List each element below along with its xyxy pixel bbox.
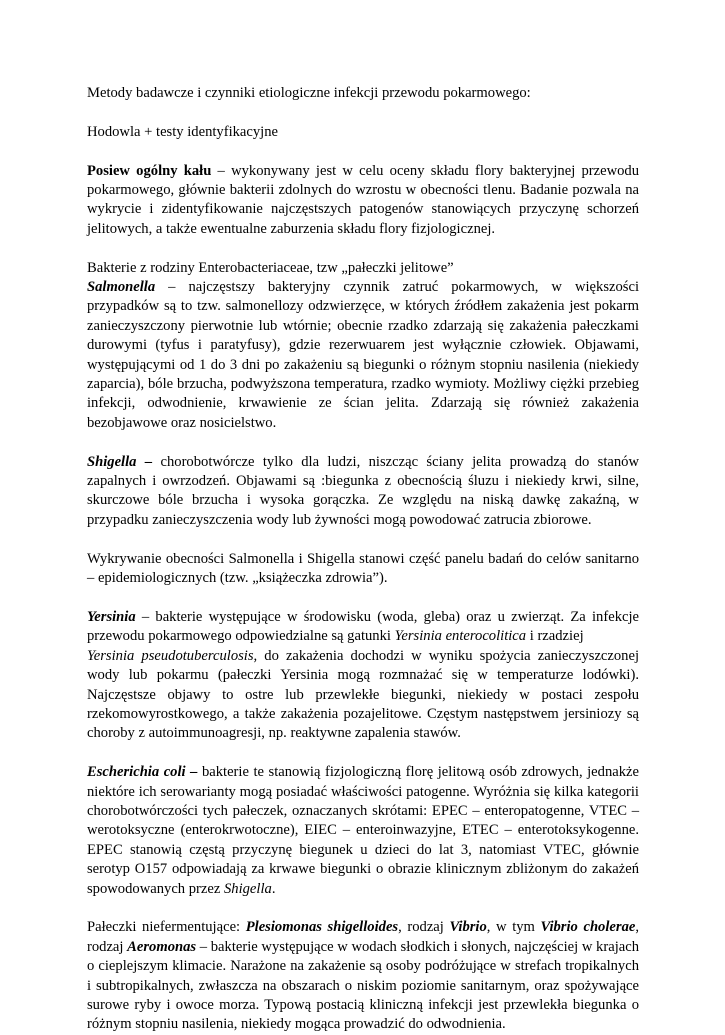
text-ecoli-2: . — [271, 880, 276, 897]
text-pal-2: , rodzaj — [398, 919, 450, 936]
paragraph-posiew — [87, 162, 639, 240]
text-pal-5: – bakterie występujące w wodach słodkich i słonych, najczęściej w krajach o cieplejszym klimacie. Narażone na zakażenie są osoby podróżujące w strefach tropikalnych i subtropikalnych, zwłaszcza na obszarach o niskim poziomie sanitarnym, oraz spożywające surowe ryby i owoce morza. Typową postacią kliniczną infekcji jest przewlekła biegunka o różnym stopniu nasilenia, niekiedy mogąca prowadzić do odwodnienia. — [87, 938, 639, 1033]
term-shigella: Shigella – — [87, 453, 153, 470]
paragraph-niefermentujace — [87, 918, 639, 1034]
text-pal-3: , w tym — [486, 919, 541, 936]
text-shigella: chorobotwórcze tylko dla ludzi, niszcząc ściany jelita prowadzą do stanów zapalnych i owrzodzeń. Objawami są :biegunka z obecnością śluzu i niekiedy krwi, silne, skurczowe bóle brzucha i wysoka gorączka. Ze względu na niską dawkę zakaźną, w przypadku zanieczyszczenia wody lub żywności mogą powodować zatrucia zbiorowe. — [87, 453, 639, 528]
entero-title: Bakterie z rodziny Enterobacteriaceae, tzw „pałeczki jelitowe” — [87, 259, 454, 276]
text-pal-4: , rodzaj — [87, 919, 639, 955]
text-posiew: – wykonywany jest w celu oceny składu flory bakteryjnej przewodu pokarmowego, głównie bakterii zdolnych do wzrostu w obecności tlenu. Badanie pozwala na wykrycie i zidentyfikowanie najczęstszych patogenów stanowiących przyczynę schorzeń jelitowych, a także ewentualne zaburzenia składu flory fizjologicznej. — [87, 162, 640, 237]
text-yersinia-2: i rzadziej — [526, 628, 584, 645]
text-yersinia-1: – bakterie występujące w środowisku (woda, gleba) oraz u zwierząt. Za infekcje przewodu pokarmowego odpowiedzialne są gatunki — [87, 608, 639, 645]
term-ecoli: Escherichia coli – — [87, 764, 198, 781]
paragraph-salmonella — [87, 278, 639, 433]
text-pal-1: Pałeczki niefermentujące: — [87, 919, 246, 936]
document-subheading: Hodowla + testy identyfikacyjne — [87, 123, 279, 140]
species-enterocolitica: Yersinia enterocolitica — [394, 628, 527, 645]
paragraph-ecoli — [87, 763, 639, 899]
term-vibrio-cholerae: Vibrio cholerae — [540, 919, 636, 936]
paragraph-shigella — [87, 453, 639, 531]
species-pseudotuberculosis: Yersinia pseudotuberculosis, — [87, 647, 258, 664]
paragraph-wykrywanie: Wykrywanie obecności Salmonella i Shigella stanowi część panelu badań do celów sanitarno – epidemiologicznych (tzw. „książeczka zdrowia”). — [87, 550, 639, 587]
text-salmonella: – najczęstszy bakteryjny czynnik zatruć pokarmowych, w większości przypadków są to tzw. salmonellozy odzwierzęce, w których źródłem zakażenia jest pokarm zanieczyszczony pierwotnie lub wtórnie; obecnie rzadko zdarzają się zakażenia pałeczkami durowymi (tyfus i paratyfusy), gdzie rezerwuarem jest wyłącznie człowiek. Objawami, występującymi od 1 do 3 dni po zakażeniu są biegunki o różnym stopniu nasilenia (niekiedy zaparcia), bóle brzucha, podwyższona temperatura, rzadko wymioty. Możliwy ciężki przebieg infekcji, odwodnienie, krwawienie ze ścian jelita. Zdarzają się również zakażenia bezobjawowe oraz nosicielstwo. — [87, 279, 639, 431]
document-heading: Metody badawcze i czynniki etiologiczne infekcji przewodu pokarmowego: — [87, 85, 531, 101]
term-aeromonas: Aeromonas — [127, 938, 197, 955]
term-posiew: Posiew ogólny kału — [87, 162, 212, 179]
term-vibrio: Vibrio — [449, 919, 487, 936]
text-yersinia-3: do zakażenia dochodzi w wyniku spożycia zanieczyszczonej wody lub pokarmu (pałeczki Yersinia mogą rozmnażać się w temperaturze lodówki). Najczęstsze objawy to ostre lub przewlekłe biegunki, niekiedy w postaci zespołu rzekomowyrostkowego, a także zakażenia pozajelitowe. Częstym następstwem jersiniozy są choroby z autoimmunoagresji, np. reaktywne zapalenia stawów. — [87, 647, 640, 742]
term-plesiomonas: Plesiomonas shigelloides — [245, 919, 399, 936]
text-ecoli-1: bakterie te stanowią fizjologiczną florę jelitową osób zdrowych, jednakże niektóre ich serowarianty mogą posiadać właściwości patogenne. Wyróżnia się kilka kategorii chorobotwórczości tych pałeczek, oznaczanych skrótami: EPEC – enteropatogenne, VTEC – werotoksyczne (enterokrwotoczne), EIEC – enteroinwazyjne, ETEC – enterotoksykogenne. EPEC stanowią częstą przyczynę biegunek u dzieci do lat 3, natomiast VTEC, głównie serotyp O157 odpowiadają za krwawe biegunki o obrazie klinicznym zbliżonym do zakażeń spowodowanych przez — [87, 764, 639, 897]
term-shigella-ref: Shigella — [223, 880, 272, 897]
term-yersinia: Yersinia — [87, 608, 136, 625]
paragraph-yersinia — [87, 608, 639, 744]
term-salmonella: Salmonella — [87, 279, 156, 296]
